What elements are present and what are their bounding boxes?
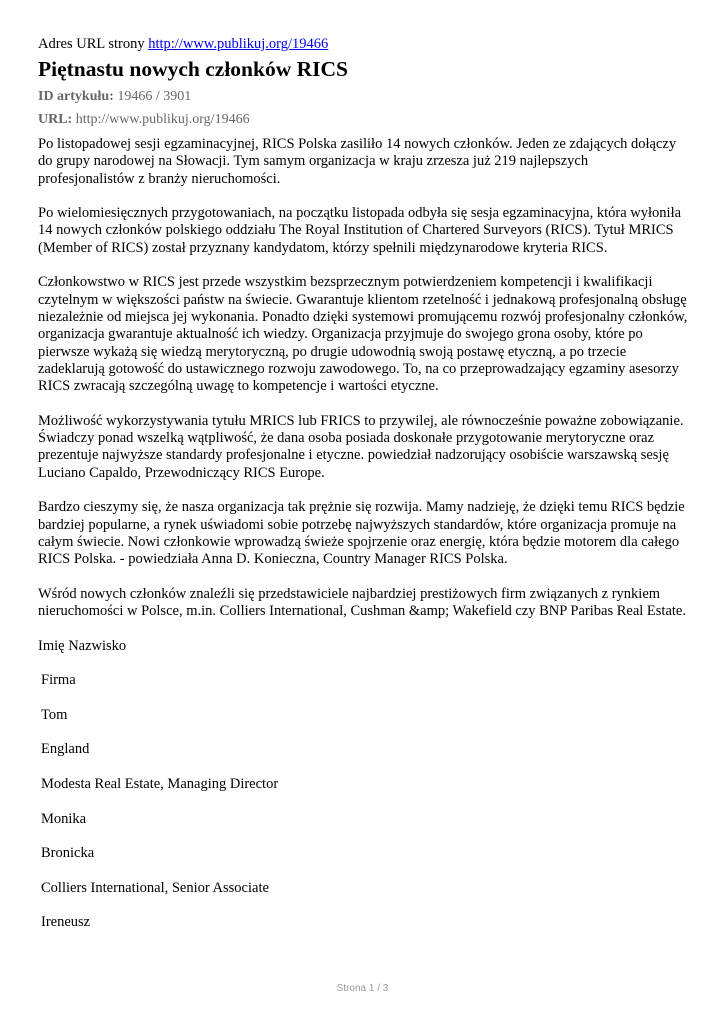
- page-url-label: Adres URL strony: [38, 36, 145, 52]
- article-id-value: 19466 / 3901: [117, 89, 192, 104]
- members-table-cell: Tom: [41, 706, 68, 723]
- article-paragraph: Bardzo cieszymy się, że nasza organizacja tak prężnie się rozwija. Mamy nadzieję, że dzięki temu RICS będzie bardziej popularne, a rynek uświadomi sobie potrzebę najwyższych standardów, które organizacja promuje na całym świecie. Nowi członkowie wprowadzą świeże spojrzenie oraz energię, która będzie motorem dla całego RICS Polska. - powiedziała Anna D. Konieczna, Country Manager RICS Polska.: [38, 499, 685, 568]
- article-id-label: ID artykułu:: [38, 89, 114, 104]
- article-paragraph: Członkowstwo w RICS jest przede wszystkim bezsprzecznym potwierdzeniem kompetencji i kwalifikacji czytelnym w większości państw na świecie. Gwarantuje klientom rzetelność i jednakową profesjonalną obsługę niezależnie od miejsca jej wykonania. Ponadto dzięki systemowi promującemu rozwój profesjonalny członków, organizacja gwarantuje aktualność ich wiedzy. Organizacja przyjmuje do swojego grona osoby, które po pierwsze wykażą się wiedzą merytoryczną, po drugie udowodnią swoją postawę etyczną, a po trzecie zadeklarują gotowość do ustawicznego rozwoju zawodowego. To, na co przeprowadzający egzaminy asesorzy RICS zwracają szczególną uwagę to kompetencje i wartości etyczne.: [38, 274, 688, 395]
- article-url-value: http://www.publikuj.org/19466: [75, 112, 250, 127]
- article-paragraph: Po wielomiesięcznych przygotowaniach, na początku listopada odbyła się sesja egzaminacyjna, która wyłoniła 14 nowych członków polskiego oddziału The Royal Institution of Chartered Surveyors (RICS). Tytuł MRICS (Member of RICS) został przyznany kandydatom, którzy spełnili międzynarodowe kryteria RICS.: [38, 205, 682, 256]
- article-title: Piętnastu nowych członków RICS: [38, 57, 348, 81]
- article-paragraph: Po listopadowej sesji egzaminacyjnej, RICS Polska zasiliło 14 nowych członków. Jeden ze zdających dołączy do grupy narodowej na Słowacji. Tym samym organizacja w kraju zrzesza już 219 najlepszych profesjonalistów z branży nieruchomości.: [38, 136, 677, 187]
- members-table-cell: Monika: [41, 810, 87, 827]
- article-url-label: URL:: [38, 112, 73, 127]
- article-url-line: [38, 111, 688, 129]
- article-paragraph: Wśród nowych członków znaleźli się przedstawiciele najbardziej prestiżowych firm związanych z rynkiem nieruchomości w Polsce, m.in. Colliers International, Cushman &amp; Wakefield czy BNP Paribas Real Estate.: [38, 585, 686, 620]
- document-page: [38, 34, 688, 949]
- members-table-cell: England: [41, 741, 90, 758]
- members-table-header: Imię Nazwisko: [38, 637, 127, 654]
- article-paragraph: Możliwość wykorzystywania tytułu MRICS lub FRICS to przywilej, ale równocześnie poważne zobowiązanie. Świadczy ponad wszelką wątpliwość, że dana osoba posiada doskonałe przygotowanie merytoryczne oraz prezentuje najwyższe standardy profesjonalne i etyczne. powiedział nadzorujący osobiście warszawską sesję Luciano Capaldo, Przewodniczący RICS Europe.: [38, 412, 684, 481]
- page-number-footer: Strona 1 / 3: [336, 983, 389, 994]
- members-table-cell: Bronicka: [41, 845, 95, 862]
- page-url-line: [38, 34, 688, 54]
- members-table-cell: Colliers International, Senior Associate: [41, 879, 269, 896]
- members-table-cell: Firma: [41, 672, 76, 689]
- article-id-line: [38, 88, 688, 106]
- page-url-link[interactable]: http://www.publikuj.org/19466: [148, 36, 329, 52]
- members-table-cell: Ireneusz: [41, 914, 91, 931]
- members-table-cell: Modesta Real Estate, Managing Director: [41, 775, 279, 792]
